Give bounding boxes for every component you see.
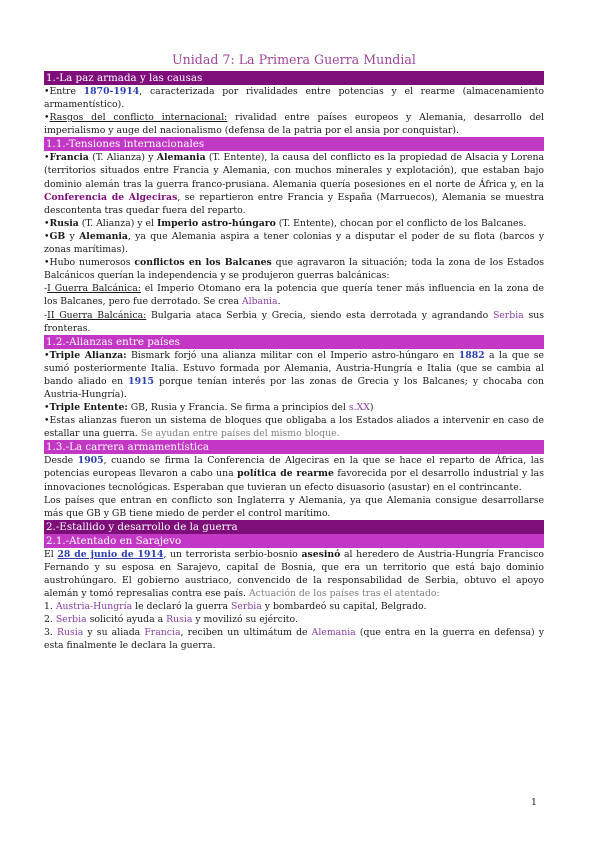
list-item-3: 3. Rusia y su aliada Francia, reciben un ultimátum de Alemania (que entra en la guerra en defensa) y esta finalmente le declara la guerra. [44, 627, 544, 652]
page-title: Unidad 7: La Primera Guerra Mundial [172, 52, 416, 67]
paragraph-francia-alemania: •Francia (T. Alianza) y Alemania (T. Entente), la causa del conflicto es la propiedad de Alsacia y Lorena (territorios situados entre Francia y Alemania, con muchos minerales y explotación), que estaban bajo dominio alemán tras la guerra franco-prusiana. Alemania quería posesiones en el norte de África y, en la Conferencia de Algeciras, se repartieron entre Francia y España (Marruecos), Alemania se muestra descontenta tras quedar fuera del reparto. [44, 152, 545, 216]
section-heading-1-2: 1.2.-Alianzas entre países [44, 335, 544, 349]
paragraph-1870-1914: •Entre 1870-1914, caracterizada por rivalidades entre potencias y el rearme (almacenamiento armamentístico). [44, 86, 544, 111]
paragraph-triple-alianza: •Triple Alianza: Bismark forjó una alianza militar con el Imperio astro-húngaro en 1882 a la que se sumó posteriormente Italia. Estuvo formada por Alemania, Austria-Hungría e Italia (que se cambia al bando aliado en 1915 porque tenían interés por las zonas de Grecia y los Balcanes; y chocaba con Austria-Hungría). [44, 349, 544, 400]
paragraph-inglaterra-alemania: Los países que entran en conflicto son Inglaterra y Alemania, ya que Alemania consigue desarrollarse más que GB y GB tiene miedo de perder el control marítimo. [44, 494, 544, 519]
section-heading-1-3: 1.3.-La carrera armamentística [44, 440, 544, 454]
paragraph-rasgos: •Rasgos del conflicto internacional: rivalidad entre países europeos y Alemania, desarrollo del imperialismo y auge del nacionalismo (defensa de la patria por el ansia por conquistar). [44, 112, 544, 137]
paragraph-primera-guerra-balcanica: -I Guerra Balcánica: el Imperio Otomano era la potencia que quería tener más influencia en la zona de los Balcanes, pero fue derrotado. Se crea Albania. [44, 283, 544, 308]
section-heading-1-1: 1.1.-Tensiones internacionales [44, 137, 544, 151]
list-item-2: 2. Serbia solicitó ayuda a Rusia y movilizó su ejército. [44, 614, 298, 626]
paragraph-segunda-guerra-balcanica: -II Guerra Balcánica: Bulgaria ataca Serbia y Grecia, siendo esta derrotada y agrandando Serbia sus fronteras. [44, 309, 544, 334]
section-heading-2: 2.-Estallido y desarrollo de la guerra [44, 520, 544, 534]
section-heading-2-1: 2.1.-Atentado en Sarajevo [44, 534, 544, 548]
section-heading-1: 1.-La paz armada y las causas [44, 71, 544, 85]
paragraph-sarajevo: El 28 de junio de 1914, un terrorista serbio-bosnio asesinó al heredero de Austria-Hungría Francisco Fernando y su esposa en Sarajevo, capital de Bosnia, que era un territorio que está bajo dominio austrohúngaro. El gobierno austriaco, convencido de la responsabilidad de Serbia, obtuvo el apoyo alemán y tomó represalias contra ese país. Actuación de los países tras el atentado: [44, 548, 544, 600]
paragraph-rearme: Desde 1905, cuando se firma la Conferencia de Algeciras en la que se hace el reparto de África, las potencias europeas llevaron a cabo una política de rearme favorecida por el desarrollo industrial y las innovaciones tecnológicas. Esperaban que tuvieran un efecto disuasorio (asustar) en el contrincante. [44, 455, 545, 493]
paragraph-sistema-bloques: •Estas alianzas fueron un sistema de bloques que obligaba a los Estados aliados a intervenir en caso de estallar una guerra. Se ayudan entre países del mismo bloque. [44, 415, 544, 440]
paragraph-gb-alemania: •GB y Alemania, ya que Alemania aspira a tener colonias y a disputar el poder de su flota (barcos y zonas marítimas). [44, 230, 544, 256]
paragraph-rusia: •Rusia (T. Alianza) y el Imperio astro-húngaro (T. Entente), chocan por el conflicto de los Balcanes. [44, 217, 527, 229]
paragraph-triple-entente: •Triple Entente: GB, Rusia y Francia. Se firma a principios del s.XX) [44, 402, 374, 414]
list-item-1: 1. Austria-Hungría le declaró la guerra Serbia y bombardeó su capital, Belgrado. [44, 601, 427, 613]
document-body [44, 52, 544, 653]
paragraph-balcanes: •Hubo numerosos conflictos en los Balcanes que agravaron la situación; toda la zona de los Estados Balcánicos querían la independencia y se produjeron guerras balcánicas: [44, 257, 544, 282]
page-number: 1 [531, 797, 537, 808]
